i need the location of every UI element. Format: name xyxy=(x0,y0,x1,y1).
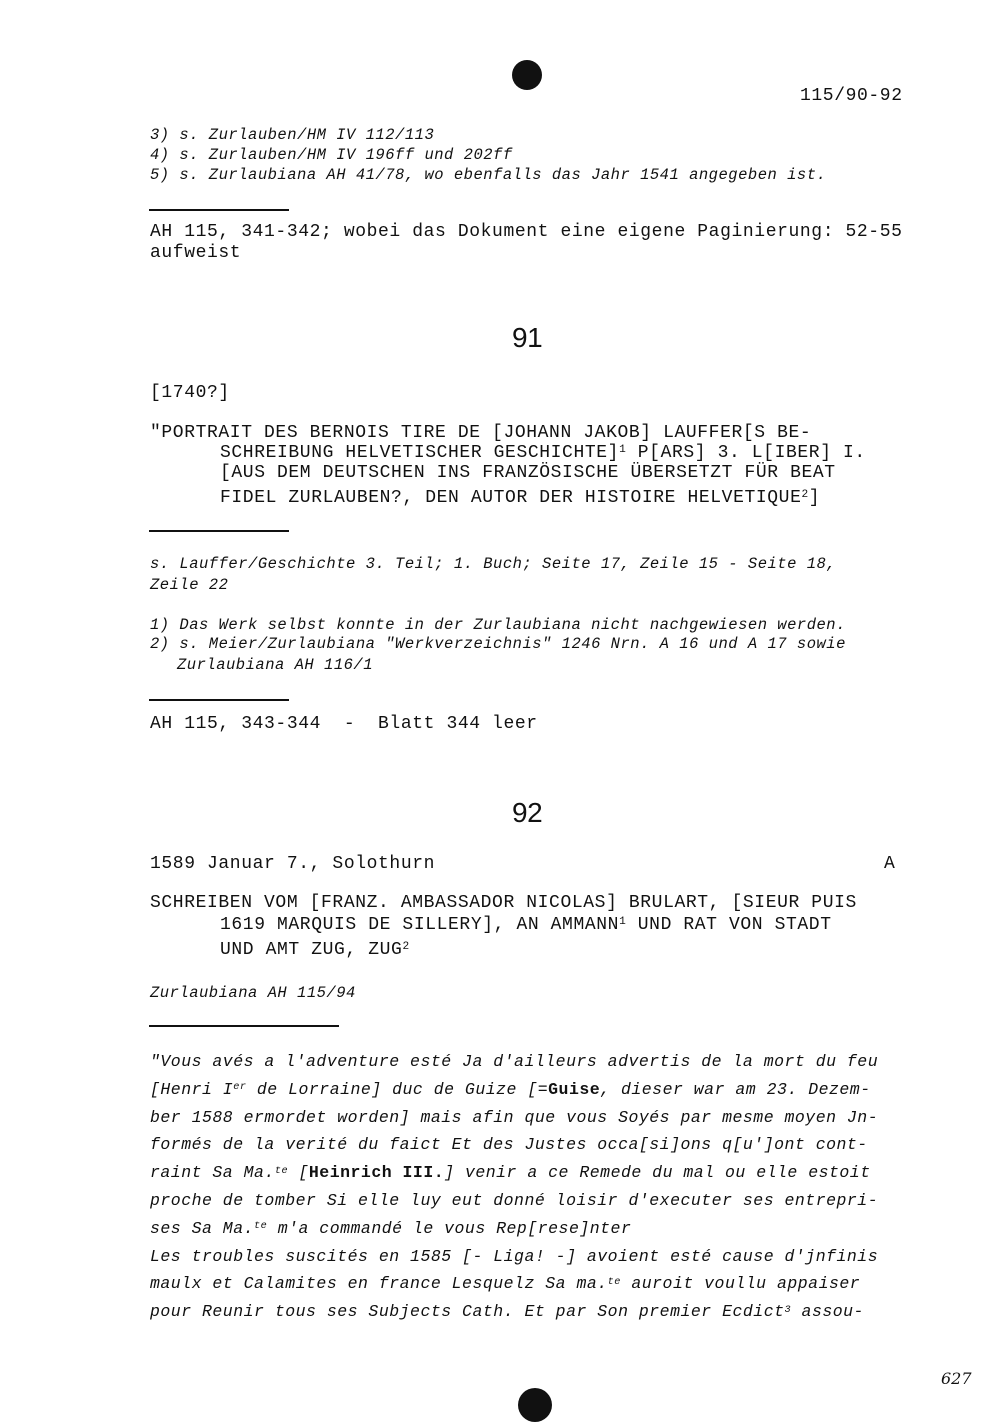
letter-line xyxy=(150,1274,860,1293)
divider xyxy=(149,209,289,211)
entry-date: 1589 Januar 7., Solothurn xyxy=(150,854,436,874)
note-1: 1) Das Werk selbst konnte in der Zurlaubiana nicht nachgewiesen werden. xyxy=(150,616,846,634)
letter-line xyxy=(150,1163,871,1182)
letter-line xyxy=(150,1219,631,1238)
archive-reference: AH 115, 341-342; wobei das Dokument eine eigene Paginierung: 52-55 xyxy=(150,222,903,242)
text-segment: auroit voullu appaiser xyxy=(620,1274,861,1294)
entry-number: 91 xyxy=(512,322,543,353)
letter-line xyxy=(150,1191,878,1210)
letter-line xyxy=(150,1052,878,1071)
superscript: te xyxy=(274,1164,289,1177)
archive-reference: AH 115, 343-344 - Blatt 344 leer xyxy=(150,714,538,734)
text-segment: maulx et Calamites en france Lesquelz Sa ma. xyxy=(150,1274,608,1294)
letter-line xyxy=(150,1302,864,1321)
text-segment: de Lorraine] duc de Guize [= xyxy=(246,1079,549,1099)
punch-hole-top xyxy=(512,60,542,90)
text-segment: Les troubles suscités en 1585 [- Liga! -] avoient esté cause d'jnfinis xyxy=(150,1246,879,1266)
text-segment: formés de la verité du faict Et des Justes occa[si]ons q[u']ont cont- xyxy=(150,1135,868,1155)
footnote-marker: 1 xyxy=(619,915,627,928)
footnote-5: 5) s. Zurlaubiana AH 41/78, wo ebenfalls das Jahr 1541 angegeben ist. xyxy=(150,166,827,184)
entry-title-line: SCHREIBEN VOM [FRANZ. AMBASSADOR NICOLAS] BRULART, [SIEUR PUIS xyxy=(150,893,857,913)
text-segment: assou- xyxy=(791,1302,864,1322)
superscript: er xyxy=(233,1081,247,1094)
letter-line xyxy=(150,1080,871,1099)
footnote-4: 4) s. Zurlauben/HM IV 196ff und 202ff xyxy=(150,146,513,164)
editorial-insert: Heinrich III. xyxy=(308,1163,445,1183)
entry-number: 92 xyxy=(512,797,543,828)
letter-line xyxy=(150,1247,878,1266)
divider xyxy=(149,530,289,532)
text-segment: "Vous avés a l'adventure esté Ja d'ailleurs advertis de la mort du feu xyxy=(150,1052,879,1071)
footnote-3: 3) s. Zurlauben/HM IV 112/113 xyxy=(150,126,435,144)
entry-title-line: SCHREIBUNG HELVETISCHER GESCHICHTE]$^1$ P[ARS] 3. L[IBER] I. xyxy=(220,443,866,463)
transmission-marker: A xyxy=(884,854,896,874)
page-reference: 115/90-92 xyxy=(800,86,903,106)
text-segment: proche de tomber Si elle luy eut donné loisir d'executer ses entrepri- xyxy=(150,1191,879,1210)
text-segment: [Henri I xyxy=(150,1079,234,1099)
footnote-marker: 1 xyxy=(619,443,627,456)
source-citation: s. Lauffer/Geschichte 3. Teil; 1. Buch; Seite 17, Zeile 15 - Seite 18, xyxy=(150,555,837,573)
text-segment: , dieser war am 23. Dezem- xyxy=(600,1079,871,1099)
punch-hole-bottom xyxy=(518,1388,552,1422)
text-segment: [ xyxy=(288,1163,309,1183)
entry-title-line: "PORTRAIT DES BERNOIS TIRE DE [JOHANN JAKOB] LAUFFER[S BE- xyxy=(150,423,812,443)
superscript: te xyxy=(607,1275,621,1288)
text-segment: m'a commandé le vous Rep[rese]nter xyxy=(267,1218,632,1238)
archive-reference-continued: aufweist xyxy=(150,243,242,263)
superscript: 3 xyxy=(784,1303,792,1316)
editorial-insert: Guise xyxy=(548,1079,601,1099)
entry-title-line: UND AMT ZUG, ZUG$^2$ xyxy=(220,940,410,960)
text-segment: pour Reunir tous ses Subjects Cath. Et par Son premier Ecdict xyxy=(150,1302,785,1322)
entry-date: [1740?] xyxy=(150,383,230,403)
text-segment: raint Sa Ma. xyxy=(150,1163,275,1183)
note-2-continued: Zurlaubiana AH 116/1 xyxy=(177,656,374,674)
text-segment: ] venir a ce Remede du mal ou elle estoit xyxy=(444,1163,871,1183)
text-segment: ses Sa Ma. xyxy=(150,1218,255,1238)
text-segment: ber 1588 ermordet worden] mais afin que vous Soyés par mesme moyen Jn- xyxy=(150,1107,879,1127)
source-citation: Zurlaubiana AH 115/94 xyxy=(150,984,356,1002)
entry-title-line: 1619 MARQUIS DE SILLERY], AN AMMANN$^1$ UND RAT VON STADT xyxy=(220,915,832,935)
letter-line xyxy=(150,1135,868,1154)
entry-title-line: FIDEL ZURLAUBEN?, DEN AUTOR DER HISTOIRE HELVETIQUE$^2$] xyxy=(220,488,821,508)
footnote-marker: 2 xyxy=(801,488,809,501)
entry-title-line: [AUS DEM DEUTSCHEN INS FRANZÖSISCHE ÜBERSETZT FÜR BEAT xyxy=(220,463,836,483)
source-citation-continued: Zeile 22 xyxy=(150,576,229,594)
note-2: 2) s. Meier/Zurlaubiana "Werkverzeichnis" 1246 Nrn. A 16 und A 17 sowie xyxy=(150,635,846,653)
divider xyxy=(149,699,289,701)
handwritten-page-number: 627 xyxy=(941,1369,972,1388)
divider xyxy=(149,1025,339,1027)
footnote-marker: 2 xyxy=(402,940,410,953)
superscript: te xyxy=(254,1220,268,1233)
letter-line xyxy=(150,1108,878,1127)
